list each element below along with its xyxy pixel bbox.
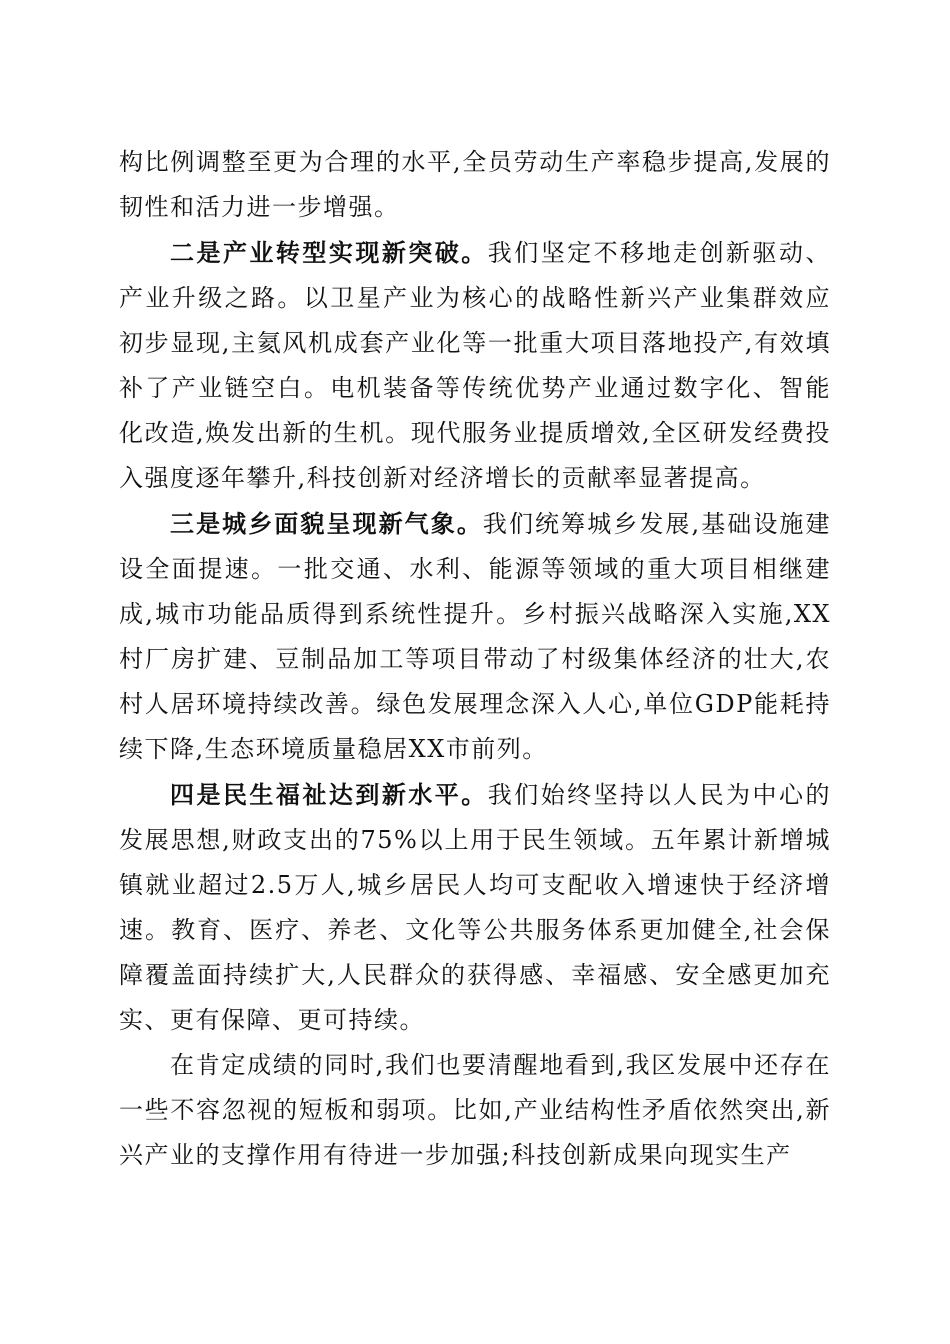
paragraph-industry-transformation [119, 230, 831, 501]
paragraph-text: 我们始终坚持以人民为中心的发展思想,财政支出的75%以上用于民生领域。五年累计新增城镇就业超过2.5万人,城乡居民人均可支配收入增速快于经济增速。教育、医疗、养老、文化等公共服务体系更加健全,社会保障覆盖面持续扩大,人民群众的获得感、幸福感、安全感更加充实、更有保障、更可持续。 [119, 781, 831, 1034]
paragraph-continuation [119, 140, 831, 230]
paragraph-text: 我们统筹城乡发展,基础设施建设全面提速。一批交通、水利、能源等领域的重大项目相继建成,城市功能品质得到系统性提升。乡村振兴战略深入实施,XX村厂房扩建、豆制品加工等项目带动了村级集体经济的壮大,农村人居环境持续改善。绿色发展理念深入人心,单位GDP能耗持续下降,生态环境质量稳居XX市前列。 [119, 510, 832, 763]
paragraph-text: 我们坚定不移地走创新驱动、产业升级之路。以卫星产业为核心的战略性新兴产业集群效应初步显现,主氦风机成套产业化等一批重大项目落地投产,有效填补了产业链空白。电机装备等传统优势产业通过数字化、智能化改造,焕发出新的生机。现代服务业提质增效,全区研发经费投入强度逐年攀升,科技创新对经济增长的贡献率显著提高。 [119, 239, 831, 492]
paragraph-heading: 四是民生福祉达到新水平。 [170, 780, 488, 809]
paragraph-livelihood [119, 772, 831, 1043]
paragraph-heading: 二是产业转型实现新突破。 [170, 238, 488, 267]
paragraph-heading: 三是城乡面貌呈现新气象。 [170, 509, 483, 538]
paragraph-text: 构比例调整至更为合理的水平,全员劳动生产率稳步提高,发展的韧性和活力进一步增强。 [119, 148, 831, 221]
document-body [119, 140, 831, 1178]
paragraph-urban-rural [119, 501, 831, 772]
paragraph-shortcomings [119, 1043, 831, 1178]
paragraph-text: 在肯定成绩的同时,我们也要清醒地看到,我区发展中还存在一些不容忽视的短板和弱项。比如,产业结构性矛盾依然突出,新兴产业的支撑作用有待进一步加强;科技创新成果向现实生产 [119, 1051, 831, 1169]
